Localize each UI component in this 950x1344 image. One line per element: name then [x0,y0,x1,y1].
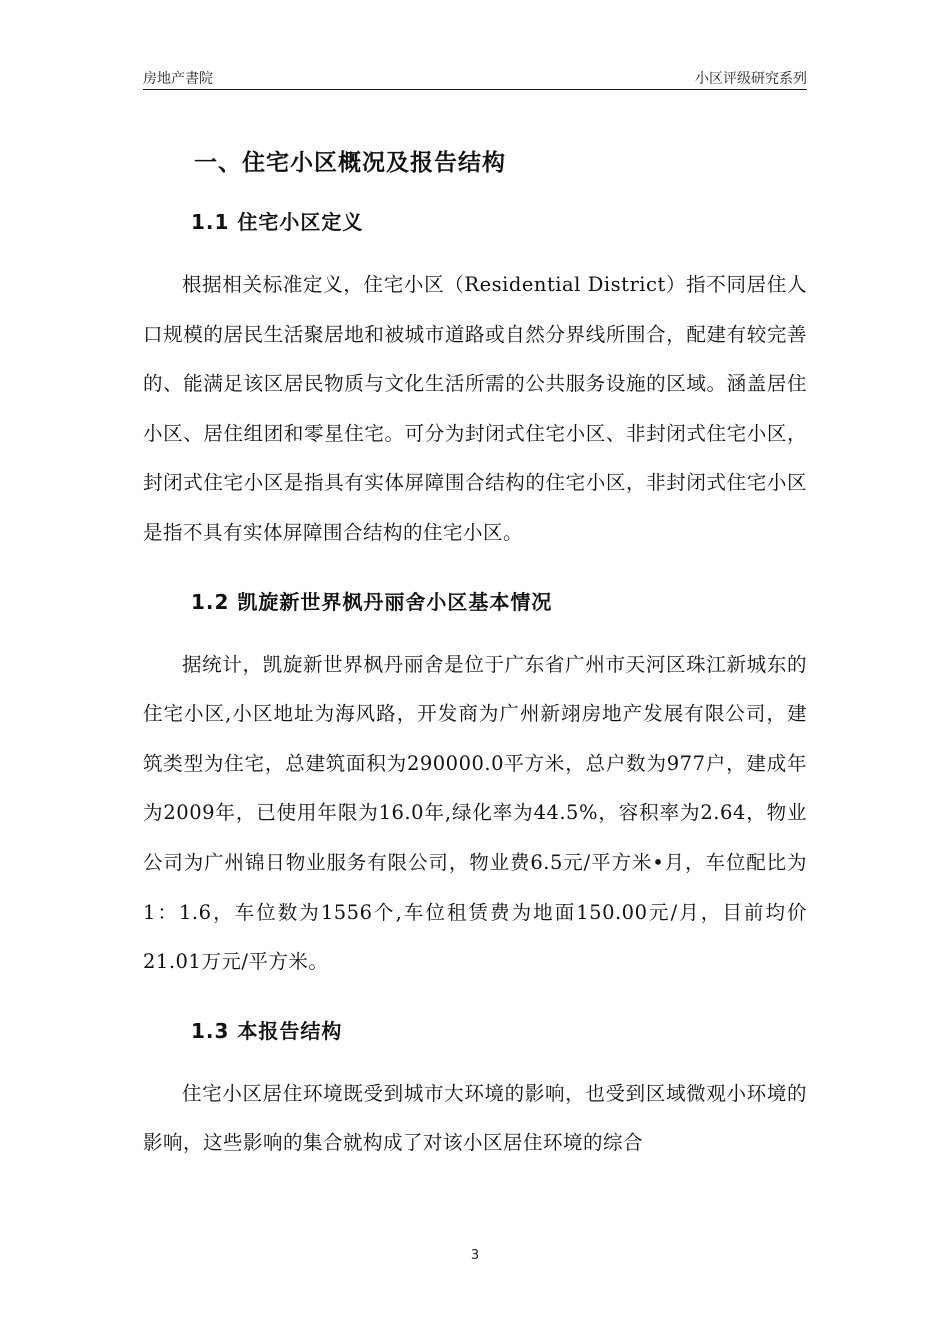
header-series-title: 小区评级研究系列 [695,71,807,87]
page-number: 3 [470,1248,480,1263]
chapter-title: 一、住宅小区概况及报告结构 [194,150,506,176]
section-body-1-2: 据统计，凯旋新世界枫丹丽舍是位于广东省广州市天河区珠江新城东的住宅小区,小区地址为海风路，开发商为广州新翊房地产发展有限公司，建筑类型为住宅，总建筑面积为290000.0平方米，总户数为977户，建成年为2009年，已使用年限为16.0年,绿化率为44.5%，容积率为2.64，物业公司为广州锦日物业服务有限公司，物业费6.5元/平方米•月，车位配比为1：1.6，车位数为1556个,车位租赁费为地面150.00元/月，目前均价21.01万元/平方米。 [143,652,807,974]
header-divider [143,89,807,90]
section-body-1-1: 根据相关标准定义，住宅小区（Residential District）指不同居住人口规模的居民生活聚居地和被城市道路或自然分界线所围合，配建有较完善的、能满足该区居民物质与文化生活所需的公共服务设施的区域。涵盖居住小区、居住组团和零星住宅。可分为封闭式住宅小区、非封闭式住宅小区，封闭式住宅小区是指具有实体屏障围合结构的住宅小区，非封闭式住宅小区是指不具有实体屏障围合结构的住宅小区。 [143,273,807,544]
header-publisher: 房地产書院 [143,71,213,87]
section-heading-1-2: 1.2 凯旋新世界枫丹丽舍小区基本情况 [191,589,553,614]
page-content [143,140,807,1168]
section-heading-1-1: 1.1 住宅小区定义 [191,210,364,234]
page-header [143,66,807,90]
section-body-1-3: 住宅小区居住环境既受到城市大环境的影响，也受到区域微观小环境的影响，这些影响的集合就构成了对该小区居住环境的综合 [143,1081,807,1155]
section-heading-1-3: 1.3 本报告结构 [191,1018,343,1043]
